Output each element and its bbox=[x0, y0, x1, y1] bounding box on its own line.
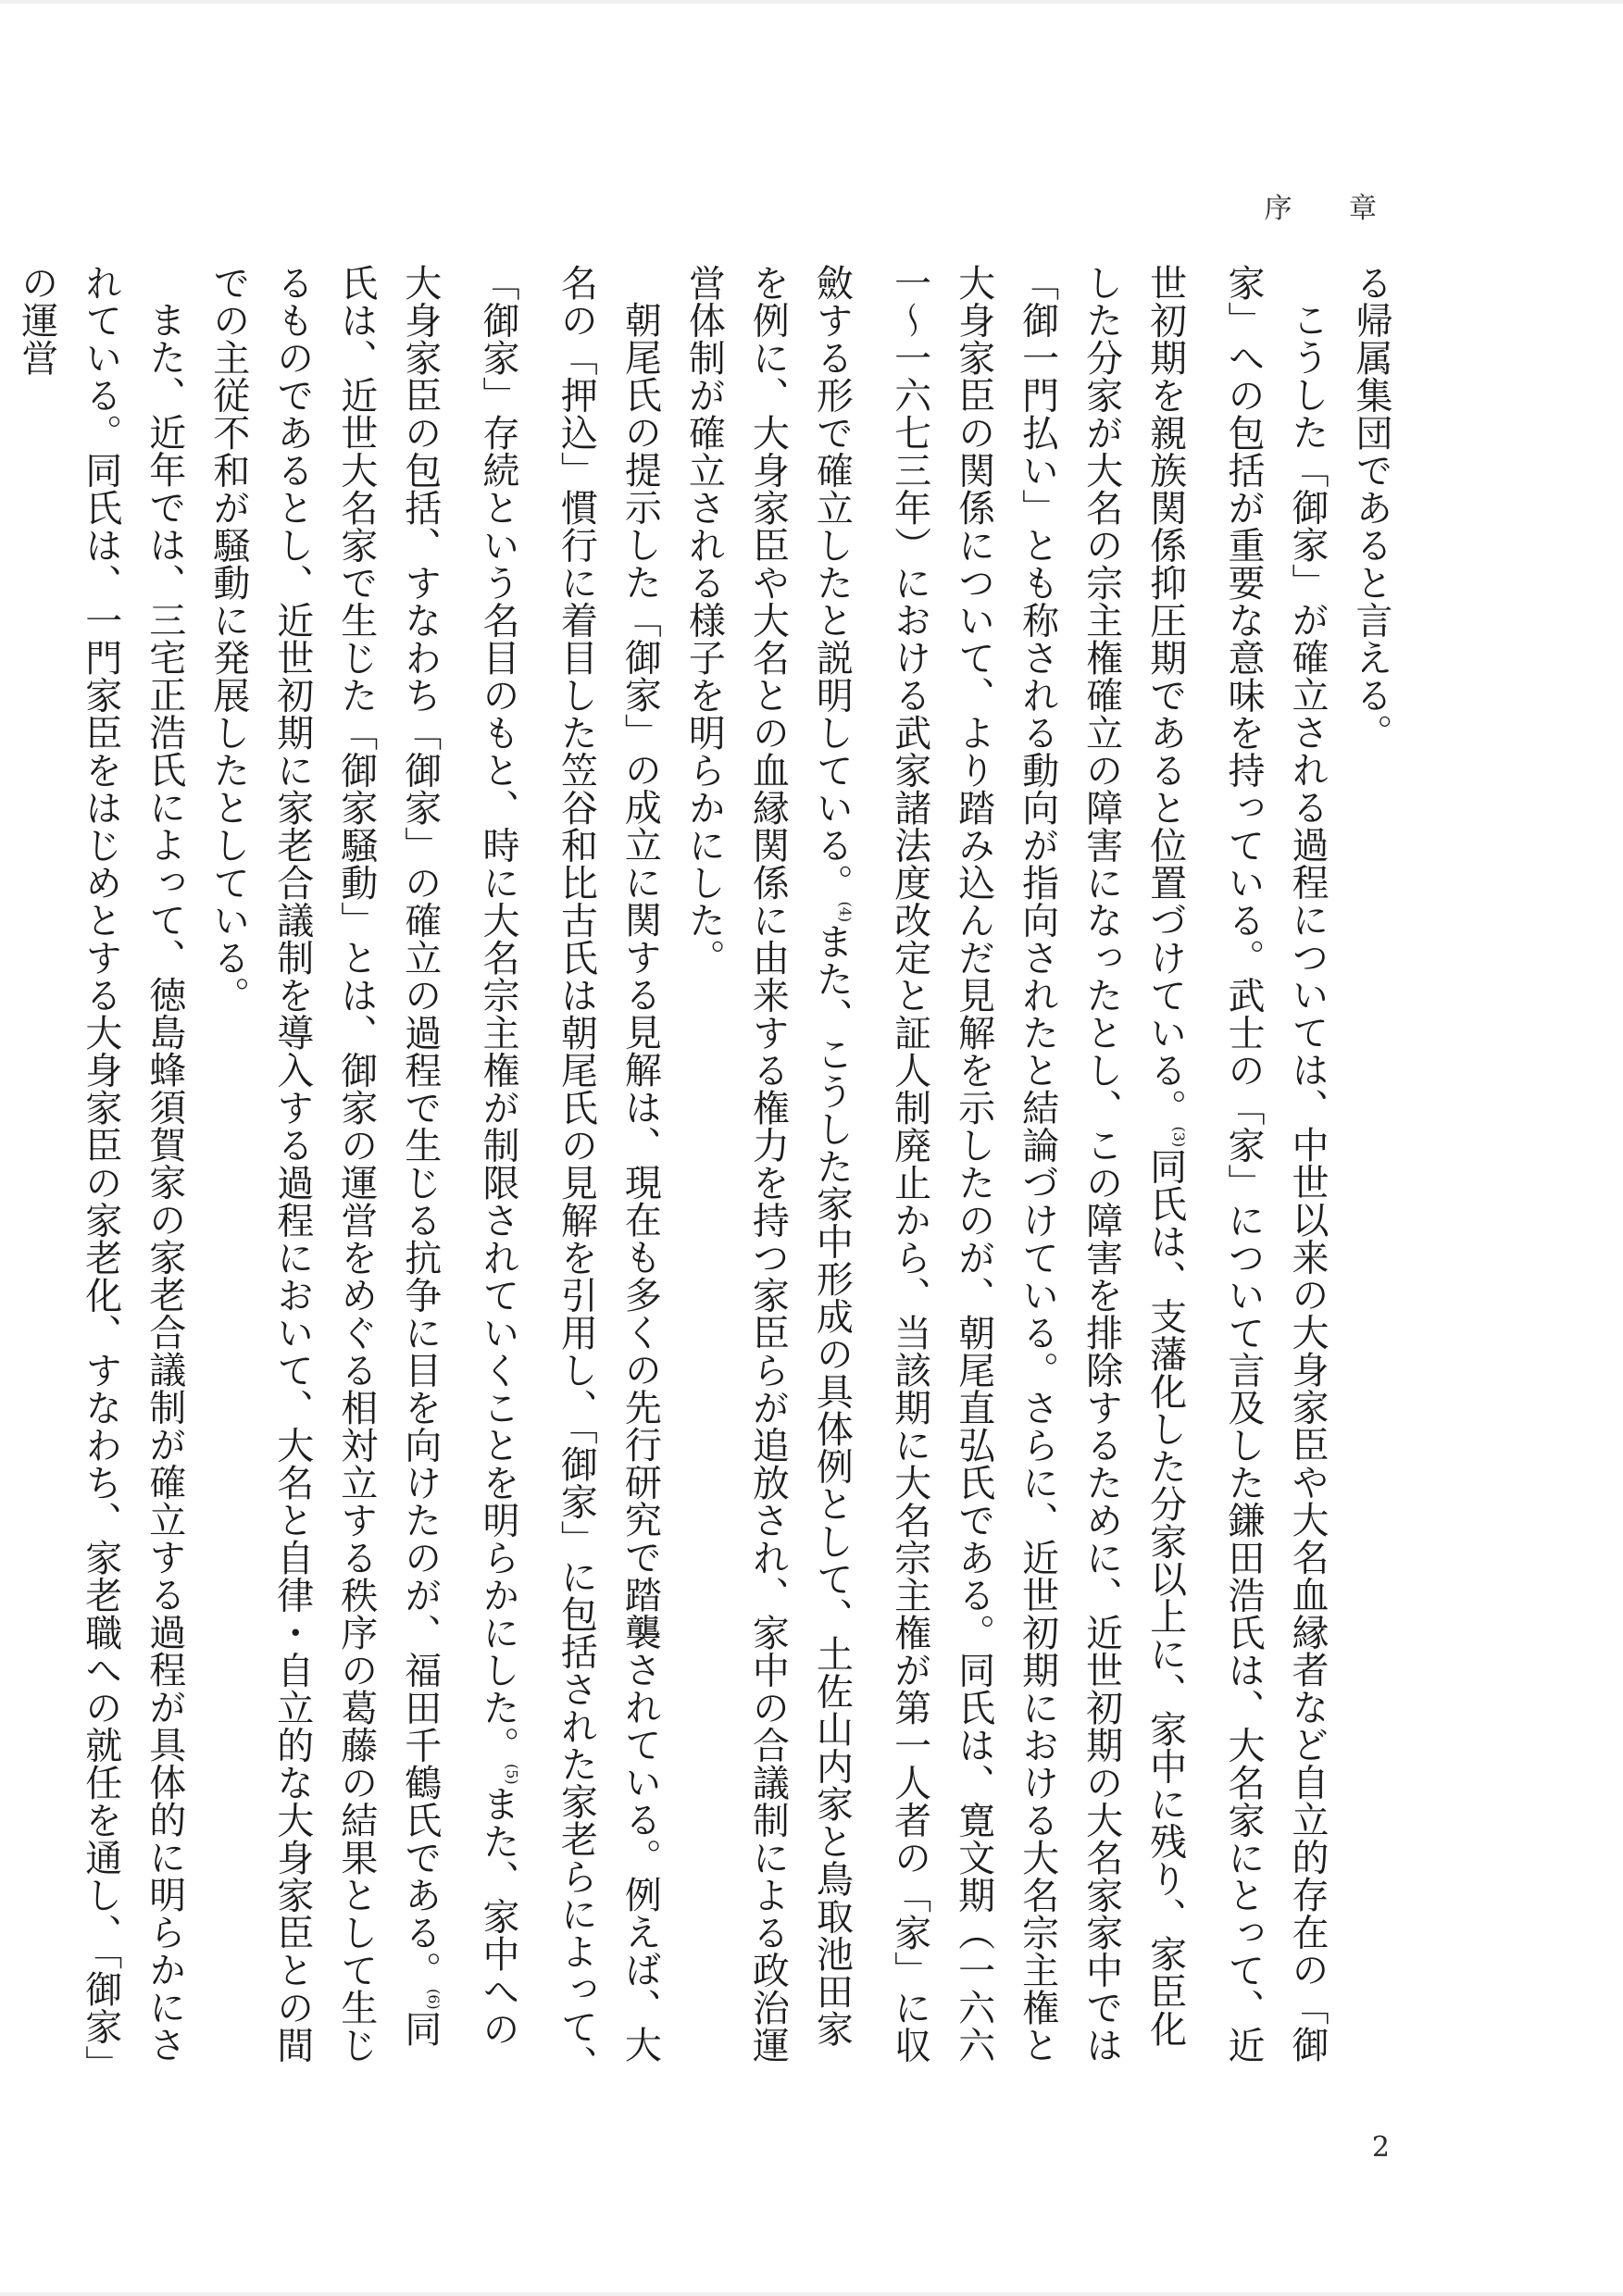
footnote-marker: (6) bbox=[425, 1989, 443, 2010]
page-number: 2 bbox=[1371, 2131, 1390, 2164]
paragraph-text: また、こうした家中形成の具体例として、土佐山内家と鳥取池田家を例に、大身家臣や大名との血縁関係に由来する権力を持つ家臣らが追放され、家中の合議制による政治運営体制が確立される様子を明らかにした。 bbox=[682, 264, 854, 2064]
paragraph-text: また、近年では、三宅正浩氏によって、徳島蜂須賀家の家老合議制が確立する過程が具体的に明らかにされている。同氏は、一門家臣をはじめとする大身家臣の家老化、すなわち、家老職への就任を通し、「御家」の運営 bbox=[15, 264, 186, 2083]
paragraph-text: 同氏は、支藩化した分家以上に、家中に残り、家臣化した分家が大名の宗主権確立の障害になったとし、この障害を排除するために、近世初期の大名家家中では「御一門払い」とも称される動向が指向されたと結論づけている。さらに、近世初期における大名宗主権と大身家臣の関係について、より踏み込んだ見解を示したのが、朝尾直弘氏である。同氏は、寛文期（一六六一～一六七三年）における武家諸法度改定と証人制廃止から、当該期に大名宗主権が第一人者の「家」に収斂する形で確立したと説明している。 bbox=[810, 264, 1187, 2064]
paragraph bbox=[1339, 264, 1403, 2083]
scan-edge-top bbox=[0, 0, 1623, 4]
paragraph-text: こうした「御家」が確立される過程については、中世以来の大身家臣や大名血縁者など自立的存在の「御家」への包括が重要な意味を持っている。武士の「家」について言及した鎌田浩氏は、大名家にとって、近世初期を親族関係抑圧期であると位置づけている。 bbox=[1143, 264, 1329, 2064]
running-head: 序 章 bbox=[1264, 193, 1401, 225]
paragraph-text: また、家中への大身家臣の包括、すなわち「御家」の確立の過程で生じる抗争に目を向けたのが、福田千鶴氏である。 bbox=[398, 264, 520, 2048]
paragraph bbox=[5, 264, 196, 2083]
paragraph bbox=[196, 264, 672, 2083]
body-text bbox=[15, 264, 1403, 2083]
footnote-marker: (5) bbox=[503, 1764, 521, 1785]
scan-edge-bottom bbox=[0, 2292, 1623, 2296]
paragraph-text: 朝尾氏の提示した「御家」の成立に関する見解は、現在も多くの先行研究で踏襲されている。例えば、大名の「押込」慣行に着目した笠谷和比古氏は朝尾氏の見解を引用し、「御家」に包括された家老らによって、「御家」存続という名目のもと、時に大名宗主権が制限されていくことを明らかにした。 bbox=[477, 264, 662, 2083]
footnote-marker: (4) bbox=[836, 901, 855, 923]
paragraph bbox=[671, 264, 1339, 2083]
footnote-marker: (3) bbox=[1170, 1126, 1188, 1148]
paragraph-text: 同氏は、近世大名家で生じた「御家騒動」とは、御家の運営をめぐる相対立する秩序の葛藤の結果として生じるものであるとし、近世初期に家老合議制を導入する過程において、大名と自律・自立的な大身家臣との間での主従不和が騒動に発展したとしている。 bbox=[206, 264, 442, 2064]
paragraph-text: る帰属集団であると言える。 bbox=[1350, 264, 1392, 752]
